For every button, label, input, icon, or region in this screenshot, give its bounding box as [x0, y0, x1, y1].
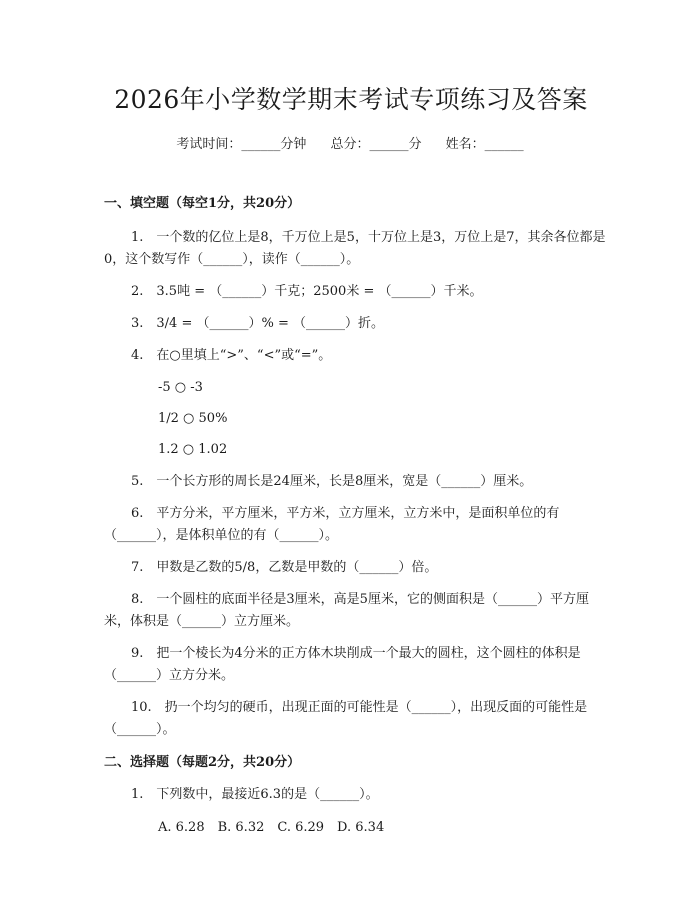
- question-3: 3. 3/4 = （______）% = （______）折。: [131, 316, 384, 331]
- student-name: 姓名：______: [445, 137, 524, 152]
- exam-info: [92, 134, 608, 156]
- section-heading-multiple-choice: 二、选择题（每题2分，共20分）: [104, 755, 301, 770]
- exam-time: 考试时间：______分钟: [176, 137, 307, 152]
- question-7: 7. 甲数是乙数的5/8，乙数是甲数的（______）倍。: [131, 560, 438, 575]
- question-4: 4. 在○里填上“>”、“<”或“=”。: [131, 348, 332, 363]
- question-9: 9. 把一个棱长为4分米的正方体木块削成一个最大的圆柱，这个圆柱的体积是（______）立方分米。: [104, 646, 581, 683]
- question-5: 5. 一个长方形的周长是24厘米，长是8厘米，宽是（______）厘米。: [131, 474, 533, 489]
- question-8: 8. 一个圆柱的底面半径是3厘米，高是5厘米，它的侧面积是（______）平方厘米，体积是（______）立方厘米。: [104, 592, 589, 629]
- compare-item-3: 1.2 ○ 1.02: [158, 442, 228, 457]
- question-10: 10. 扔一个均匀的硬币，出现正面的可能性是（______），出现反面的可能性是（______）。: [104, 700, 588, 737]
- question-6: 6. 平方分米，平方厘米，平方米，立方厘米，立方米中，是面积单位的有（______），是体积单位的有（______）。: [104, 506, 560, 543]
- total-score: 总分：______分: [330, 137, 422, 152]
- choice-question-1-options: A. 6.28 B. 6.32 C. 6.29 D. 6.34: [158, 820, 385, 835]
- page-title: 2026年小学数学期末考试专项练习及答案: [114, 85, 588, 114]
- section-heading-fill-blank: 一、填空题（每空1分，共20分）: [104, 196, 301, 211]
- question-1: 1. 一个数的亿位上是8，千万位上是5，十万位上是3，万位上是7，其余各位都是0，这个数写作（______），读作（______）。: [104, 230, 606, 267]
- compare-item-2: 1/2 ○ 50%: [158, 411, 228, 426]
- question-2: 2. 3.5吨 = （______）千克；2500米 = （______）千米。: [131, 284, 483, 299]
- compare-item-1: -5 ○ -3: [158, 380, 203, 395]
- choice-question-1: 1. 下列数中，最接近6.3的是（______）。: [131, 787, 379, 802]
